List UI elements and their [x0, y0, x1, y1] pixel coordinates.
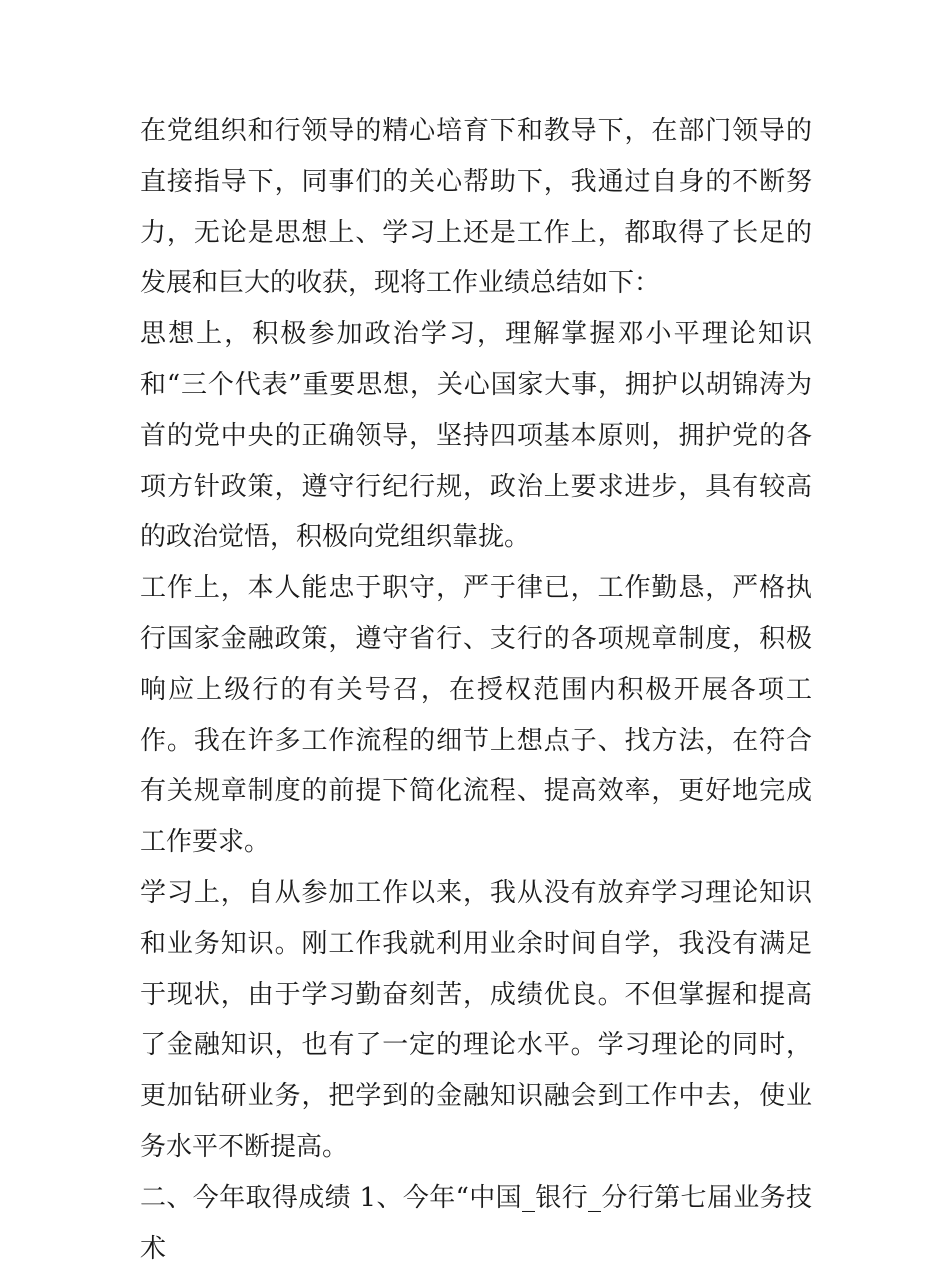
- paragraph-achievements: 二、今年取得成绩 1、今年“中国_银行_分行第七届业务技术: [140, 1182, 812, 1264]
- paragraph-ideology: 思想上，积极参加政治学习，理解掌握邓小平理论知识和“三个代表”重要思想，关心国家大事，拥护以胡锦涛为首的党中央的正确领导，坚持四项基本原则，拥护党的各项方针政策，遵守行纪行规，政治上要求进步，具有较高的政治觉悟，积极向党组织靠拢。: [140, 319, 812, 553]
- document-body: [140, 106, 812, 1274]
- paragraph-study: 学习上，自从参加工作以来，我从没有放弃学习理论知识和业务知识。刚工作我就利用业余时间自学，我没有满足于现状，由于学习勤奋刻苦，成绩优良。不但掌握和提高了金融知识，也有了一定的理论水平。学习理论的同时，更加钻研业务，把学到的金融知识融会到工作中去，使业务水平不断提高。: [140, 877, 812, 1162]
- paragraph-work: 工作上，本人能忠于职守，严于律已，工作勤恳，严格执行国家金融政策，遵守省行、支行的各项规章制度，积极响应上级行的有关号召，在授权范围内积极开展各项工作。我在许多工作流程的细节上想点子、找方法，在符合有关规章制度的前提下简化流程、提高效率，更好地完成工作要求。: [140, 573, 812, 858]
- paragraph-intro: 在党组织和行领导的精心培育下和教导下，在部门领导的直接指导下，同事们的关心帮助下，我通过自身的不断努力，无论是思想上、学习上还是工作上，都取得了长足的发展和巨大的收获，现将工作业绩总结如下：: [140, 116, 812, 299]
